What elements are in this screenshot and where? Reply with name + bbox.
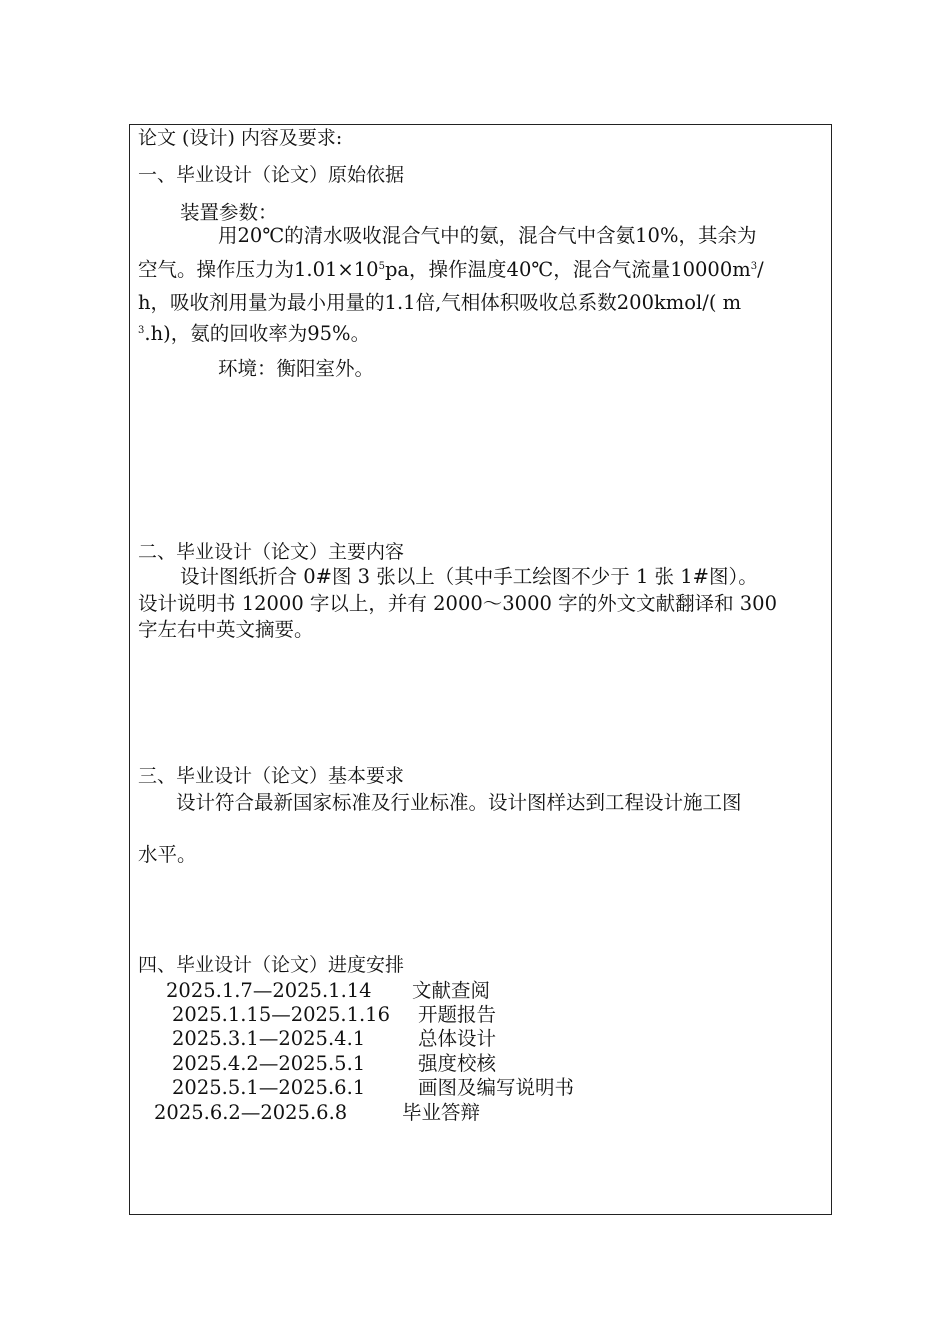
- section3-line2: 水平。: [138, 843, 197, 866]
- section1-line4: $^3$.h)，氨的回收率为95%。: [138, 322, 371, 345]
- section1-line1: 用20℃的清水吸收混合气中的氨，混合气中含氨10%，其余为: [218, 224, 757, 247]
- schedule-task: 总体设计: [418, 1027, 497, 1050]
- section2-line1: 设计图纸折合 0#图 3 张以上（其中手工绘图不少于 1 张 1#图）。: [180, 565, 758, 588]
- section2-line2: 设计说明书 12000 字以上，并有 2000～3000 字的外文文献翻译和 300: [138, 592, 777, 615]
- section2-heading: 二、毕业设计（论文）主要内容: [138, 541, 405, 563]
- section1-line2: 空气。操作压力为$1.01\times 10^5pa$，操作温度40℃，混合气流量$10000m^3/$: [138, 258, 764, 281]
- schedule-task: 文献查阅: [412, 979, 491, 1002]
- section1-line3: h，吸收剂用量为最小用量的1.1倍,气相体积吸收总系数200kmol/( m: [138, 291, 742, 314]
- environment-text: 环境：衡阳室外。: [218, 357, 375, 380]
- section3-heading: 三、毕业设计（论文）基本要求: [138, 765, 405, 787]
- schedule-dates: 2025.5.1—2025.6.1: [172, 1076, 366, 1099]
- schedule-task: 强度校核: [418, 1052, 497, 1075]
- schedule-dates: 2025.1.7—2025.1.14: [166, 979, 372, 1002]
- schedule-task: 画图及编写说明书: [418, 1076, 575, 1099]
- section4-heading: 四、毕业设计（论文）进度安排: [138, 954, 405, 976]
- section3-line1: 设计符合最新国家标准及行业标准。设计图样达到工程设计施工图: [176, 791, 742, 814]
- form-title: 论文 (设计) 内容及要求:: [138, 127, 343, 149]
- schedule-task: 毕业答辩: [402, 1101, 481, 1124]
- schedule-dates: 2025.6.2—2025.6.8: [154, 1101, 348, 1124]
- schedule-dates: 2025.1.15—2025.1.16: [172, 1003, 390, 1026]
- section1-heading: 一、毕业设计（论文）原始依据: [138, 164, 405, 186]
- schedule-dates: 2025.3.1—2025.4.1: [172, 1027, 366, 1050]
- schedule-dates: 2025.4.2—2025.5.1: [172, 1052, 366, 1075]
- section2-line3: 字左右中英文摘要。: [138, 618, 314, 641]
- schedule-task: 开题报告: [418, 1003, 497, 1026]
- params-label: 装置参数：: [180, 201, 278, 224]
